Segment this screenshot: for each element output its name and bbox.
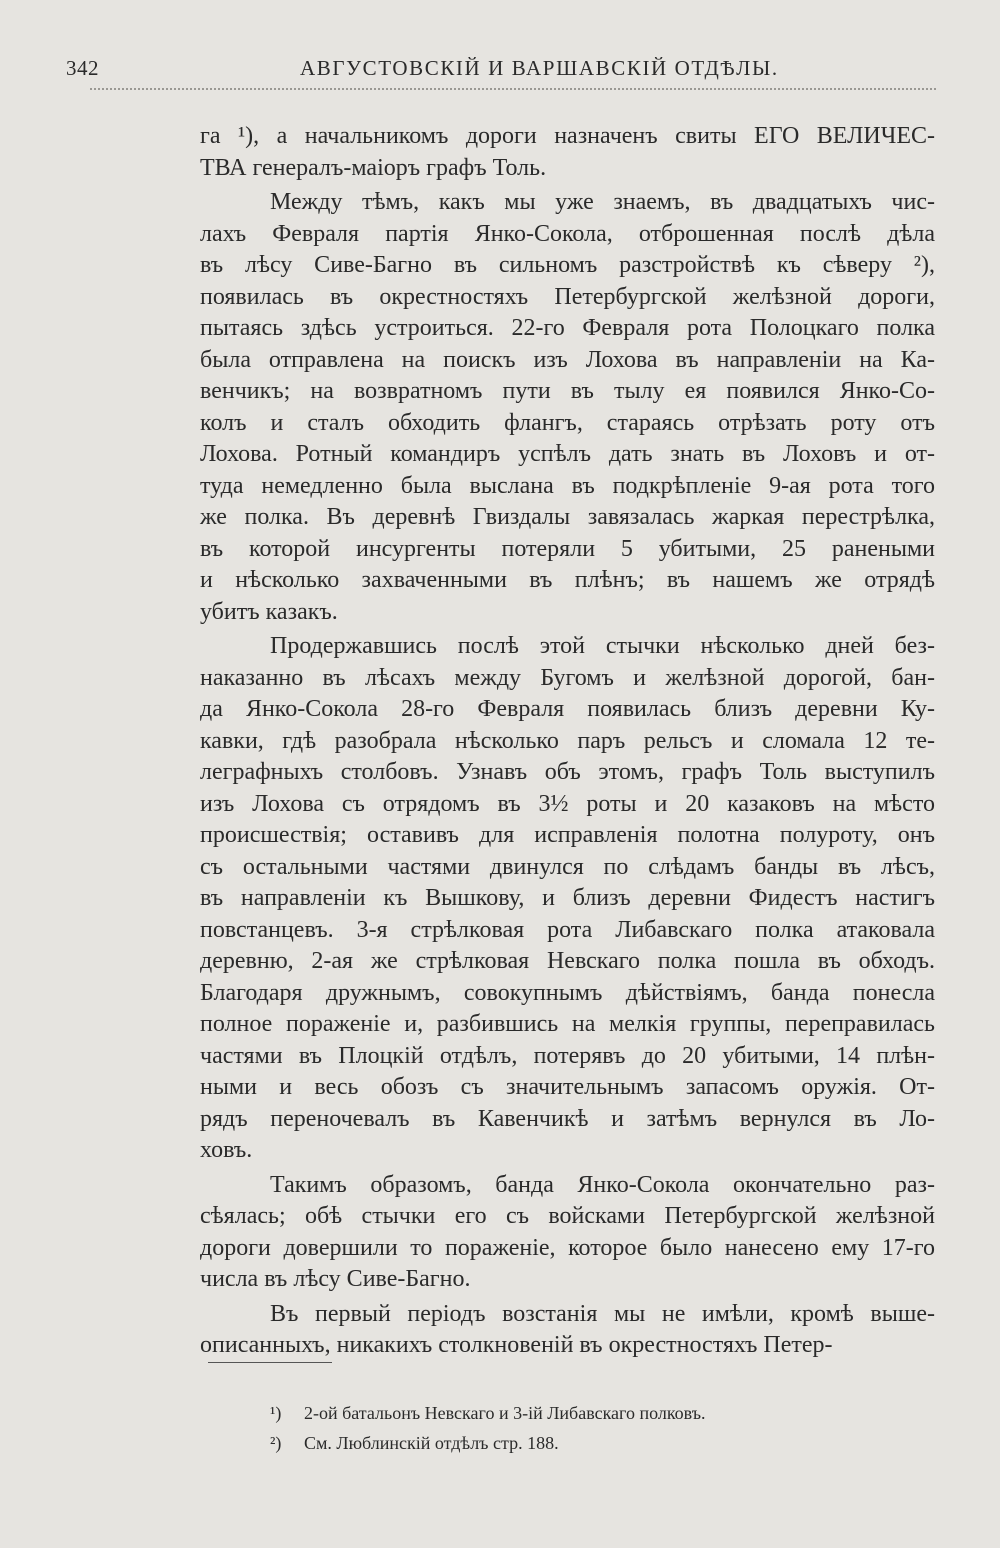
footnote-1 xyxy=(270,1398,930,1428)
text-line: кавки, гдѣ разобрала нѣсколько паръ рельсъ и сломала 12 те- xyxy=(200,727,935,754)
header-rule xyxy=(90,88,936,94)
paragraph xyxy=(200,1170,935,1296)
text-line: Такимъ образомъ, банда Янко-Сокола окончательно раз- xyxy=(270,1171,935,1198)
text-line: была отправлена на поискъ изъ Лохова въ направленіи на Ка- xyxy=(200,346,935,373)
text-line: изъ Лохова съ отрядомъ въ 3½ роты и 20 казаковъ на мѣсто xyxy=(200,790,935,817)
text-line: лахъ Февраля партія Янко-Сокола, отброшенная послѣ дѣла xyxy=(200,220,935,247)
footnote-text: 2-ой батальонъ Невскаго и 3-ій Либавскаго полковъ. xyxy=(304,1403,706,1423)
text-line: въ лѣсу Сиве-Багно въ сильномъ разстройствѣ къ сѣверу ²), xyxy=(200,252,935,278)
text-line: же полка. Въ деревнѣ Гвиздалы завязалась жаркая перестрѣлка, xyxy=(200,504,935,530)
text-line: ховъ. xyxy=(200,1137,253,1163)
text-line: ТВА генералъ-маіоръ графъ Толь. xyxy=(200,154,547,181)
text-line: Продержавшись послѣ этой стычки нѣсколько дней без- xyxy=(270,633,935,659)
text-line: Между тѣмъ, какъ мы уже знаемъ, въ двадцатыхъ чис- xyxy=(270,189,935,215)
text-line: повстанцевъ. 3-я стрѣлковая рота Либавскаго полка атаковала xyxy=(200,916,935,943)
text-line: деревню, 2-ая же стрѣлковая Невскаго полка пошла въ обходъ. xyxy=(200,948,935,974)
text-line: Лохова. Ротный командиръ успѣлъ дать знать въ Лоховъ и от- xyxy=(200,441,935,467)
text-line: Благодаря дружнымъ, совокупнымъ дѣйствіямъ, банда понесла xyxy=(200,979,935,1006)
footnotes xyxy=(270,1398,930,1458)
body-text xyxy=(200,121,935,1362)
text-line: описанныхъ, никакихъ столкновеній въ окрестностяхъ Петер- xyxy=(200,1332,833,1358)
text-line: венчикъ; на возвратномъ пути въ тылу ея появился Янко-Со- xyxy=(200,378,935,404)
text-line: га ¹), а начальникомъ дороги назначенъ свиты ЕГО ВЕЛИЧЕС- xyxy=(200,123,935,149)
text-line: пытаясь здѣсь устроиться. 22-го Февраля рота Полоцкаго полка xyxy=(200,315,935,341)
text-line: наказанно въ лѣсахъ между Бугомъ и желѣзной дорогой, бан- xyxy=(200,664,935,691)
footnote-mark: ¹) xyxy=(270,1403,282,1423)
text-line: и нѣсколько захваченными въ плѣнъ; въ нашемъ же отрядѣ xyxy=(200,567,935,593)
text-line: въ которой инсургенты потеряли 5 убитыми, 25 ранеными xyxy=(200,535,935,562)
footnote-separator xyxy=(208,1362,332,1363)
text-line: происшествія; оставивъ для исправленія полотна полуроту, онъ xyxy=(200,822,935,848)
text-line: сѣялась; обѣ стычки его съ войсками Петербургской желѣзной xyxy=(200,1203,935,1229)
text-line: полное пораженіе и, разбившись на мелкія группы, переправилась xyxy=(200,1011,935,1037)
text-line: ными и весь обозъ съ значительнымъ запасомъ оружія. От- xyxy=(200,1074,935,1100)
text-line: рядъ переночевалъ въ Кавенчикѣ и затѣмъ вернулся въ Ло- xyxy=(200,1105,935,1132)
paragraph xyxy=(200,1299,935,1362)
text-line: съ остальными частями двинулся по слѣдамъ банды въ лѣсъ, xyxy=(200,853,935,880)
text-line: Въ первый періодъ возстанія мы не имѣли, кромѣ выше- xyxy=(270,1300,935,1327)
text-line: появилась въ окрестностяхъ Петербургской желѣзной дороги, xyxy=(200,283,935,310)
text-line: числа въ лѣсу Сиве-Багно. xyxy=(200,1266,471,1292)
text-line: дороги довершили то пораженіе, которое было нанесено ему 17-го xyxy=(200,1234,935,1261)
text-line: леграфныхъ столбовъ. Узнавъ объ этомъ, графъ Толь выступилъ xyxy=(200,759,935,785)
paragraph xyxy=(200,631,935,1167)
text-line: въ направленіи къ Вышкову, и близъ деревни Фидестъ настигъ xyxy=(200,885,935,911)
footnote-2 xyxy=(270,1428,930,1458)
text-line: частями въ Плоцкій отдѣлъ, потерявъ до 20 убитыми, 14 плѣн- xyxy=(200,1042,935,1069)
page-number: 342 xyxy=(66,56,99,80)
paragraph xyxy=(200,121,935,184)
footnote-mark: ²) xyxy=(270,1433,282,1453)
text-line: туда немедленно была выслана въ подкрѣпленіе 9-ая рота того xyxy=(200,472,935,499)
text-line: да Янко-Сокола 28-го Февраля появилась близъ деревни Ку- xyxy=(200,696,935,722)
text-line: колъ и сталъ обходить флангъ, стараясь отрѣзать роту отъ xyxy=(200,409,935,436)
footnote-text: См. Люблинскій отдѣлъ стр. 188. xyxy=(304,1433,559,1453)
running-title: АВГУСТОВСКІЙ И ВАРШАВСКІЙ ОТДѢЛЫ. xyxy=(300,56,779,80)
page-header xyxy=(66,56,934,86)
text-line: убитъ казакъ. xyxy=(200,598,338,625)
paragraph xyxy=(200,187,935,628)
